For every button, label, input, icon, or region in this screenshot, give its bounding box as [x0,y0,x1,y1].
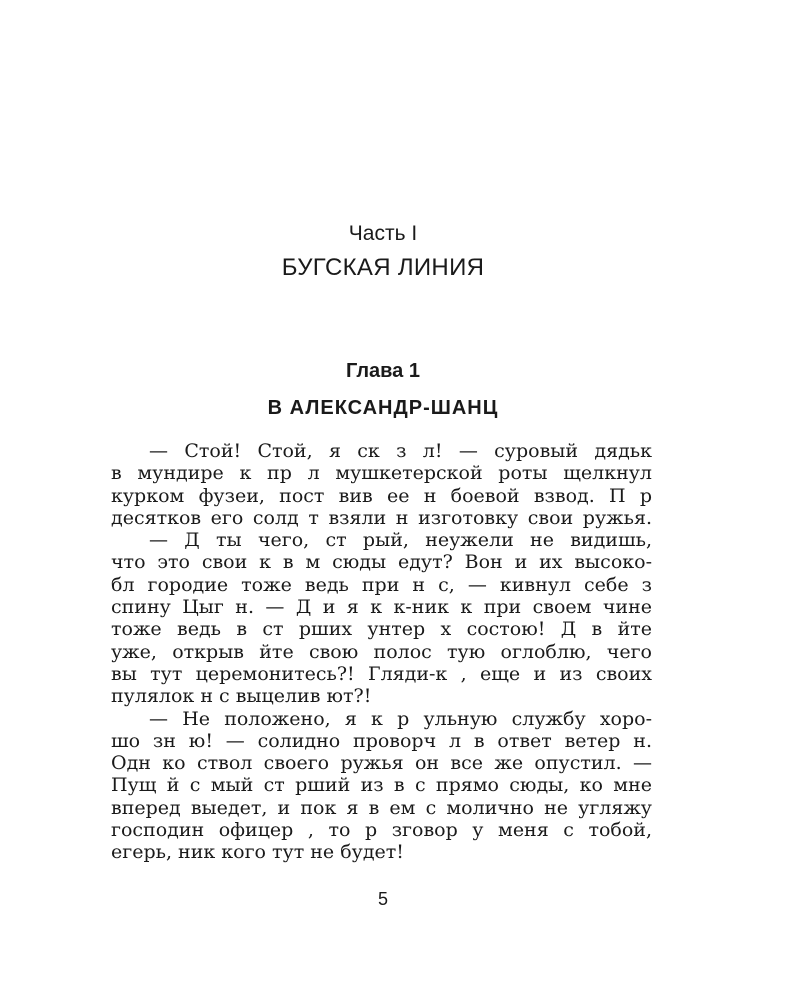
chapter-text [111,440,652,864]
text-line: бл городие тоже ведь при н с, — кивнул себе з [111,573,652,596]
text-line: тоже ведь в ст рших унтер х состою! Д в йте [111,618,652,641]
text-line: егерь, ник кого тут не будет! [111,841,404,864]
text-line: в мундире к пр л мушкетерской роты щелкнул [111,462,652,485]
text-line: что это свои к в м сюды едут? Вон и их высоко- [111,551,652,574]
part-label: Часть I [348,222,418,245]
text-line: — Стой! Стой, я ск з л! — суровый дядьк [149,440,652,462]
text-line: спину Цыг н. — Д и я к к-ник к при своем чине [111,596,652,619]
text-line: господин офицер , то р зговор у меня с тобой, [111,819,652,842]
text-line: Пущ й с мый ст рший из в с прямо сюды, ко мне [111,774,652,797]
text-line: десятков его солд т взяли н изготовку свои ружья. [111,506,652,529]
text-line: шо зн ю! — солидно проворч л в ответ ветер н. [111,729,652,752]
part-title: БУГСКАЯ ЛИНИЯ [281,254,485,281]
text-line: вы тут церемонитесь?! Гляди-к , еще и из своих [111,662,652,685]
page-number: 5 [377,889,388,909]
text-line: — Д ты чего, ст рый, неужели не видишь, [149,529,652,552]
text-line: курком фузеи, пост вив ее н боевой взвод. П р [111,484,652,507]
chapter-label: Глава 1 [345,360,420,382]
text-line: вперед выедет, и пок я в ем с молично не угляжу [111,796,652,819]
text-line: уже, открыв йте свою полос тую оглоблю, чего [111,640,652,663]
text-line: пулялок н с выцелив ют?! [111,685,372,708]
chapter-title: В АЛЕКСАНДР-ШАНЦ [267,397,499,419]
text-line: Одн ко ствол своего ружья он все же опустил. — [111,752,652,775]
text-line: — Не положено, я к р ульную службу хоро- [149,707,652,730]
